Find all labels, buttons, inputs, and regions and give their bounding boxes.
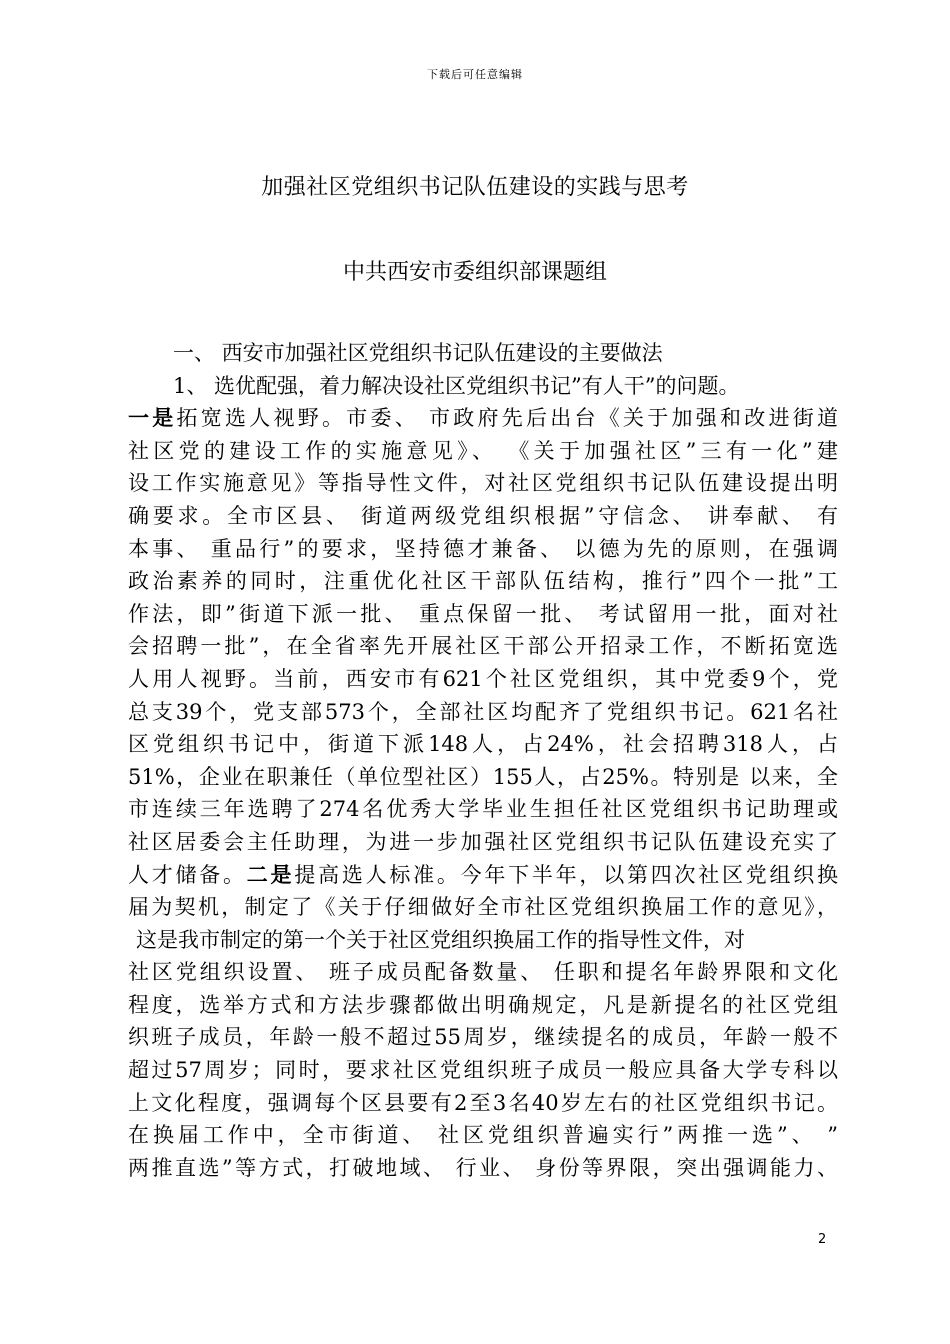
paragraph-line <box>128 500 838 533</box>
paragraph-line <box>128 1087 838 1120</box>
paragraph-line <box>128 1152 838 1185</box>
line-text: 会招聘一批”，在全省率先开展社区干部公开招录工作，不断拓宽选 <box>128 634 838 659</box>
page-number: 2 <box>818 1232 827 1247</box>
line-prefix: 人才储备。 <box>128 862 247 887</box>
paragraph-line <box>128 891 838 924</box>
paragraph-line <box>128 1054 838 1087</box>
paragraph-line <box>128 630 838 663</box>
line-text: 区党组织书记中，街道下派148人，占24%，社会招聘318人，占 <box>128 732 838 757</box>
paragraph-line <box>128 859 838 892</box>
line-text: 确要求。全市区县、 街道两级党组织根据”守信念、 讲奉献、 有 <box>128 503 838 528</box>
paragraph-line <box>128 793 838 826</box>
paragraph-line <box>128 370 838 403</box>
line-text: 这是我市制定的第一个关于社区党组织换届工作的指导性文件，对 <box>136 927 745 952</box>
paragraph-line <box>128 565 838 598</box>
document-author: 中共西安市委组织部课题组 <box>342 260 607 285</box>
section-heading: 一、 西安市加强社区党组织书记队伍建设的主要做法 <box>173 341 663 365</box>
line-text: 人用人视野。当前，西安市有621个社区党组织，其中党委9个，党 <box>128 666 838 691</box>
line-text: 51%，企业在职兼任（单位型社区）155人，占25%。特别是 以来，全 <box>128 764 838 789</box>
line-text: 设工作实施意见》等指导性文件，对社区党组织书记队伍建设提出明 <box>128 471 838 496</box>
bold-marker: 二是 <box>246 861 295 887</box>
paragraph-line <box>128 1021 838 1054</box>
line-text: 社区党的建设工作的实施意见》、 《关于加强社区”三有一化”建 <box>128 438 838 463</box>
document-title: 加强社区党组织书记队伍建设的实践与思考 <box>261 175 689 200</box>
line-text: 本事、 重品行”的要求，坚持德才兼备、 以德为先的原则，在强调 <box>128 536 838 561</box>
line-text: 1、 选优配强，着力解决设社区党组织书记”有人干”的问题。 <box>173 373 740 398</box>
line-text: 两推直选”等方式，打破地域、 行业、 身份等界限，突出强调能力、 <box>128 1155 838 1180</box>
line-text: 超过57周岁；同时，要求社区党组织班子成员一般应具备大学专科以 <box>128 1058 838 1083</box>
line-text: 上文化程度，强调每个区县要有2至3名40岁左右的社区党组织书记。 <box>128 1090 838 1115</box>
line-text: 拓宽选人视野。市委、 市政府先后出台《关于加强和改进街道 <box>176 406 838 431</box>
line-text: 总支39个，党支部573个，全部社区均配齐了党组织书记。621名社 <box>128 699 838 724</box>
paragraph-line <box>128 402 838 435</box>
line-text: 在换届工作中，全市街道、 社区党组织普遍实行”两推一选”、 ” <box>128 1123 838 1148</box>
line-text: 提高选人标准。今年下半年，以第四次社区党组织换 <box>294 862 839 887</box>
line-text: 市连续三年选聘了274名优秀大学毕业生担任社区党组织书记助理或 <box>128 797 838 822</box>
paragraph-line <box>128 956 838 989</box>
paragraph-line <box>128 826 838 859</box>
paragraph-line <box>128 533 838 566</box>
paragraph-line <box>128 435 838 468</box>
paragraph-line <box>128 598 838 631</box>
paragraph-line <box>128 989 838 1022</box>
paragraph-line <box>128 663 838 696</box>
line-text: 程度，选举方式和方法步骤都做出明确规定，凡是新提名的社区党组 <box>128 992 838 1017</box>
paragraph-line <box>128 728 838 761</box>
line-text: 作法，即”街道下派一批、 重点保留一批、 考试留用一批，面对社 <box>128 601 838 626</box>
paragraph-line <box>128 761 838 794</box>
line-text: 届为契机，制定了《关于仔细做好全市社区党组织换届工作的意见》， <box>128 895 838 920</box>
bold-marker: 一是 <box>128 405 177 431</box>
line-text: 政治素养的同时，注重优化社区干部队伍结构，推行”四个一批”工 <box>128 569 838 594</box>
line-text: 社区党组织设置、 班子成员配备数量、 任职和提名年龄界限和文化 <box>128 960 838 985</box>
paragraph-line <box>128 467 838 500</box>
line-text: 社区居委会主任助理，为进一步加强社区党组织书记队伍建设充实了 <box>128 829 838 854</box>
document-body <box>128 337 838 1184</box>
header-note: 下载后可任意编辑 <box>427 68 523 81</box>
line-text: 织班子成员，年龄一般不超过55周岁，继续提名的成员，年龄一般不 <box>128 1025 838 1050</box>
paragraph-line <box>128 1119 838 1152</box>
paragraph-line <box>128 924 838 957</box>
paragraph-line <box>128 696 838 729</box>
